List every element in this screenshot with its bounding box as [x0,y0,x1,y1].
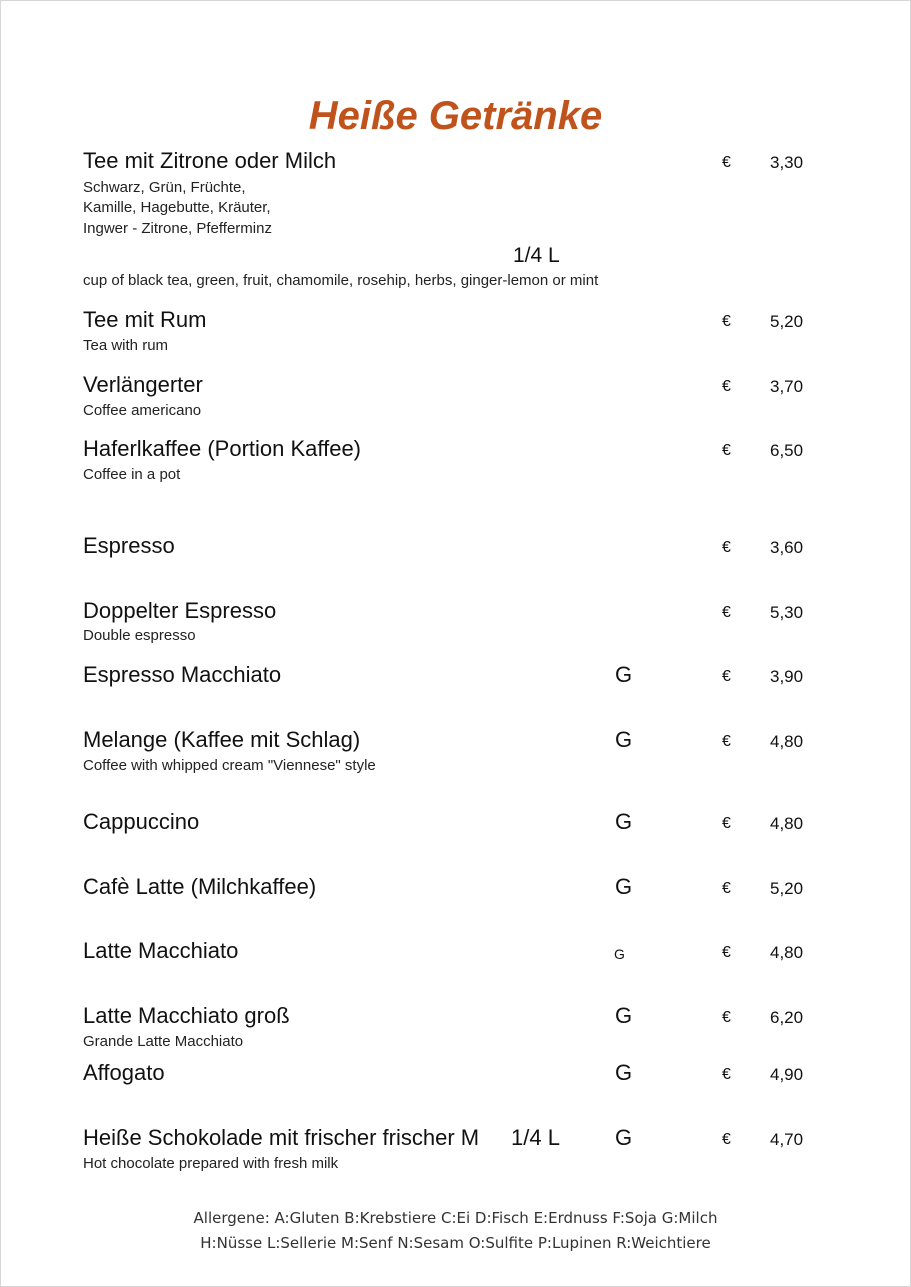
item-price-melange: 4,80 [770,732,804,751]
item-desc-haferlkaffee: Coffee in a pot [83,466,181,483]
item-name-melange: Melange (Kaffee mit Schlag) [83,727,361,752]
item-desc-tee-zitrone-2: Kamille, Hagebutte, Kräuter, [83,199,271,216]
item-allergen-affogato: G [615,1060,633,1085]
item-price-tee-rum: 5,20 [770,312,804,331]
item-price-espresso: 3,60 [770,538,804,557]
currency-symbol: € [722,313,731,330]
item-desc-verlaengerter: Coffee americano [83,402,202,419]
currency-symbol: € [722,880,731,897]
item-allergen-espresso-macchiato: G [615,662,633,687]
item-desc-tee-zitrone-3: Ingwer - Zitrone, Pfefferminz [83,220,272,237]
item-allergen-latte-macchiato-gross: G [615,1003,633,1028]
currency-symbol: € [722,944,731,961]
item-name-affogato: Affogato [83,1060,165,1085]
page-title: Heiße Getränke [308,94,603,138]
item-allergen-cappuccino: G [615,809,633,834]
currency-symbol: € [722,539,731,556]
item-name-tee-zitrone: Tee mit Zitrone oder Milch [83,148,337,173]
item-name-heisse-schokolade: Heiße Schokolade mit frischer frischer M [83,1125,480,1150]
currency-symbol: € [722,442,731,459]
item-desc-melange: Coffee with whipped cream "Viennese" style [83,757,376,774]
currency-symbol: € [722,604,731,621]
item-name-latte-macchiato: Latte Macchiato [83,938,239,963]
item-price-cafe-latte: 5,20 [770,879,804,898]
item-price-verlaengerter: 3,70 [770,377,804,396]
item-allergen-melange: G [615,727,633,752]
allergen-legend-line-1: Allergene: A:Gluten B:Krebstiere C:Ei D:Fisch E:Erdnuss F:Soja G:Milch [193,1209,718,1227]
item-desc-tee-rum: Tea with rum [83,337,169,354]
currency-symbol: € [722,1131,731,1148]
item-name-doppelter-espresso: Doppelter Espresso [83,598,277,623]
item-name-cafe-latte: Cafè Latte (Milchkaffee) [83,874,317,899]
item-name-espresso: Espresso [83,533,175,558]
item-name-verlaengerter: Verlängerter [83,372,203,397]
item-name-espresso-macchiato: Espresso Macchiato [83,662,282,687]
item-price-tee-zitrone: 3,30 [770,153,804,172]
item-volume-tee-zitrone: 1/4 L [513,244,560,267]
item-name-latte-macchiato-gross: Latte Macchiato groß [83,1003,290,1028]
item-price-latte-macchiato-gross: 6,20 [770,1008,804,1027]
item-desc-tee-zitrone-1: Schwarz, Grün, Früchte, [83,179,246,196]
item-name-cappuccino: Cappuccino [83,809,200,834]
currency-symbol: € [722,733,731,750]
item-desc-latte-macchiato-gross: Grande Latte Macchiato [83,1033,244,1050]
item-name-tee-rum: Tee mit Rum [83,307,207,332]
item-price-affogato: 4,90 [770,1065,804,1084]
currency-symbol: € [722,1009,731,1026]
item-price-haferlkaffee: 6,50 [770,441,804,460]
currency-symbol: € [722,668,731,685]
currency-symbol: € [722,378,731,395]
item-english-tee-zitrone: cup of black tea, green, fruit, chamomile, rosehip, herbs, ginger-lemon or mint [83,272,599,289]
item-volume-heisse-schokolade: 1/4 L [511,1125,560,1150]
item-price-latte-macchiato: 4,80 [770,943,804,962]
item-name-haferlkaffee: Haferlkaffee (Portion Kaffee) [83,436,362,461]
item-allergen-latte-macchiato: G [614,946,625,962]
item-price-espresso-macchiato: 3,90 [770,667,804,686]
item-desc-heisse-schokolade: Hot chocolate prepared with fresh milk [83,1155,339,1172]
currency-symbol: € [722,154,731,171]
item-price-heisse-schokolade: 4,70 [770,1130,804,1149]
item-allergen-cafe-latte: G [615,874,633,899]
currency-symbol: € [722,815,731,832]
item-desc-doppelter-espresso: Double espresso [83,627,196,644]
item-allergen-heisse-schokolade: G [615,1125,633,1150]
allergen-legend-line-2: H:Nüsse L:Sellerie M:Senf N:Sesam O:Sulfite P:Lupinen R:Weichtiere [200,1234,711,1252]
currency-symbol: € [722,1066,731,1083]
item-price-cappuccino: 4,80 [770,814,804,833]
item-price-doppelter-espresso: 5,30 [770,603,804,622]
